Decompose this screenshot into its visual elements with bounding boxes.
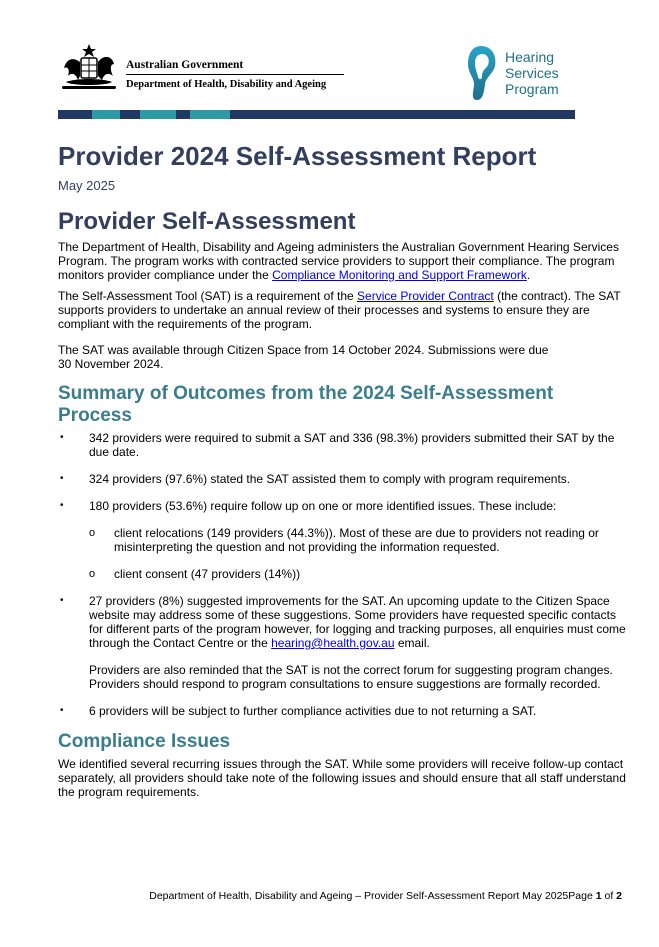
paragraph-text: The Self-Assessment Tool (SAT) is a requirement of the <box>58 289 358 303</box>
section-heading: Summary of Outcomes from the 2024 Self-Assessment Process <box>58 383 554 426</box>
list-item-text: 342 providers were required to submit a SAT and 336 (98.3%) providers submitted their SAT by the due date. <box>89 431 615 459</box>
document-body <box>58 140 628 806</box>
program-logo-line: Hearing <box>505 49 555 65</box>
list-item-text: 324 providers (97.6%) stated the SAT assisted them to comply with program requirements. <box>89 472 571 486</box>
list-item <box>58 431 628 459</box>
header-colour-bar <box>58 110 575 119</box>
list-item <box>58 499 628 581</box>
email-link[interactable]: hearing@health.gov.au <box>271 636 395 650</box>
paragraph-text: The Department of Health, Disability and Ageing administers the Australian Government Hearing Services Program. The program works with contracted service providers to support their compliance. The program monitors provider compliance under the <box>58 240 619 282</box>
bullet-icon: • <box>60 432 64 443</box>
sub-list <box>89 526 628 581</box>
page-footer <box>0 890 622 902</box>
section-heading: Compliance Issues <box>58 731 231 752</box>
list-item-text: client relocations (149 providers (44.3%)). Most of these are due to providers not reading or misinterpreting the question and not providing the information requested. <box>114 526 599 554</box>
page-header <box>0 0 659 125</box>
sub-bullet-icon: o <box>89 527 96 539</box>
section-heading: Provider Self-Assessment <box>58 208 356 235</box>
list-item-paragraph: Providers are also reminded that the SAT is not the correct forum for suggesting program changes. Providers should respond to program consultations to ensure suggestions are formally recorded. <box>89 663 613 691</box>
report-date: May 2025 <box>58 178 116 193</box>
coat-of-arms-icon <box>58 42 120 92</box>
paragraph <box>58 289 628 331</box>
sub-list-item <box>89 526 628 554</box>
paragraph: The SAT was available through Citizen Space from 14 October 2024. Submissions were due 30 November 2024. <box>58 343 549 371</box>
department-name: Department of Health, Disability and Ageing <box>126 79 327 90</box>
footer-of: of <box>601 890 617 902</box>
page-title: Provider 2024 Self-Assessment Report <box>58 141 537 171</box>
program-logo-line: Program <box>505 81 559 97</box>
bullet-icon: • <box>60 595 64 606</box>
sub-bullet-icon: o <box>89 568 96 580</box>
list-item-text: 180 providers (53.6%) require follow up on one or more identified issues. These include: <box>89 499 557 513</box>
ear-icon <box>464 44 498 102</box>
list-item <box>58 704 628 718</box>
page-number: 1 <box>595 890 602 902</box>
list-item <box>58 594 628 691</box>
program-logo-line: Services <box>505 65 559 81</box>
bullet-icon: • <box>60 500 64 511</box>
service-provider-contract-link[interactable]: Service Provider Contract <box>357 289 494 303</box>
outcomes-list <box>58 431 628 718</box>
paragraph-text: . <box>526 268 531 282</box>
list-item-text: client consent (47 providers (14%)) <box>114 567 301 581</box>
page-total: 2 <box>616 890 622 902</box>
government-name: Australian Government <box>126 59 244 71</box>
list-item-text: email. <box>394 636 430 650</box>
compliance-framework-link[interactable]: Compliance Monitoring and Support Framework <box>272 268 527 282</box>
paragraph-text: (the contract). The SAT supports providers to undertake an annual review of their processes and systems to ensure they are compliant with the requirements of the program. <box>58 289 621 331</box>
program-logo-text <box>505 49 559 97</box>
divider <box>126 74 344 75</box>
bullet-icon: • <box>60 473 64 484</box>
sub-list-item <box>89 567 628 581</box>
paragraph: We identified several recurring issues through the SAT. While some providers will receive follow-up contact separately, all providers should take note of the following issues and should ensure that all staff understand the program requirements. <box>58 757 626 799</box>
bullet-icon: • <box>60 705 64 716</box>
footer-text: Department of Health, Disability and Ageing – Provider Self-Assessment Report May 2025Page <box>149 890 596 902</box>
list-item <box>58 472 628 486</box>
list-item-text: 27 providers (8%) suggested improvements for the SAT. An upcoming update to the Citizen Space website may address some of these suggestions. Some providers have requested specific contacts for different parts of the program however, for logging and tracking purposes, all enquiries must come through the Contact Centre or the <box>89 594 626 650</box>
list-item-text: 6 providers will be subject to further compliance activities due to not returning a SAT. <box>89 704 537 718</box>
paragraph <box>58 240 628 282</box>
